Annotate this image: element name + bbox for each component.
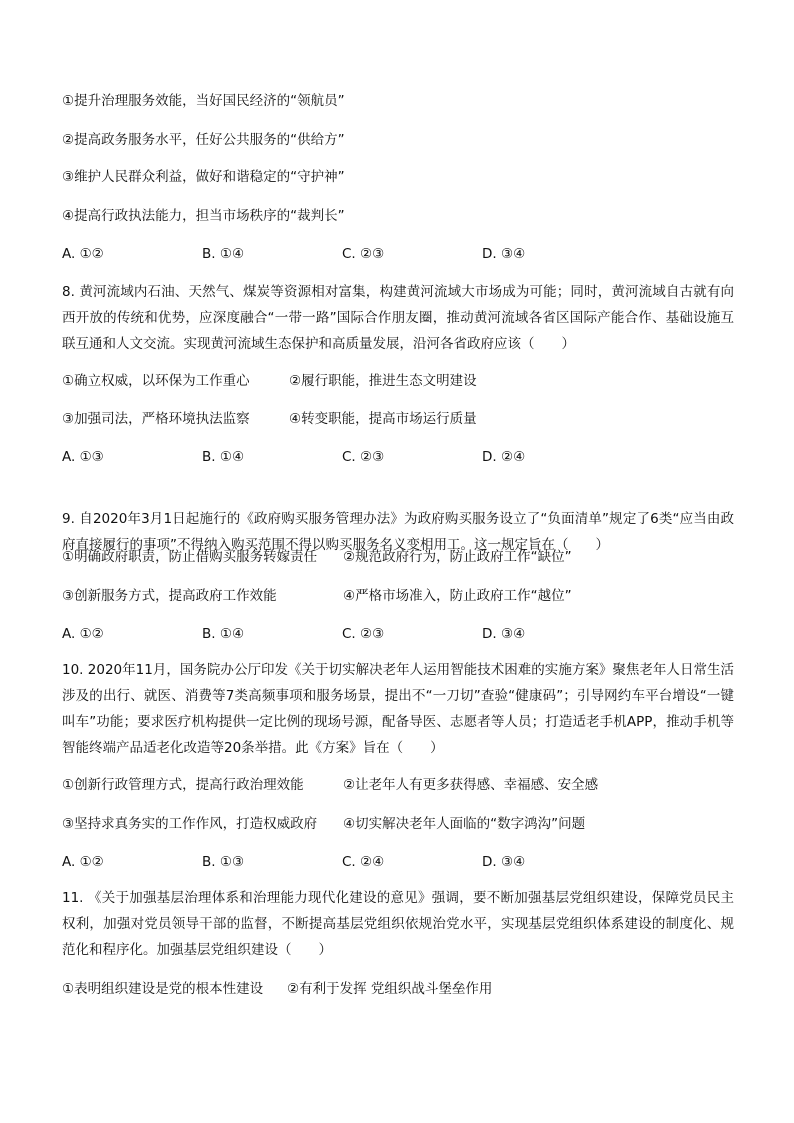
q8-item-2: ②履行职能，推进生态文明建设 <box>289 373 477 389</box>
q7-option-b: B. ①④ <box>202 246 245 262</box>
q7-item-2: ②提高政务服务水平，任好公共服务的“供给方” <box>62 132 345 148</box>
q7-option-c: C. ②③ <box>342 246 385 262</box>
q8-option-b: B. ①④ <box>202 449 245 465</box>
q8-option-d: D. ②④ <box>482 449 526 465</box>
q9-option-a: A. ①② <box>62 626 104 642</box>
q10-stem: 10. 2020年11月，国务院办公厅印发《关于切实解决老年人运用智能技术困难的实施方案》聚焦老年人日常生活涉及的出行、就医、消费等7类高频事项和服务场景，提出不“一刀切”查验“健康码”；引导网约车平台增设“一键叫车”功能；要求医疗机构提供一定比例的现场号源，配备导医、志愿者等人员；打造适老手机APP，推动手机等智能终端产品适老化改造等20条举措。此《方案》旨在（ ） <box>62 662 734 756</box>
q8-option-c: C. ②③ <box>342 449 385 465</box>
q8-stem: 8. 黄河流域内石油、天然气、煤炭等资源相对富集，构建黄河流域大市场成为可能；同时，黄河流域自古就有向西开放的传统和优势，应深度融合“一带一路”国际合作朋友圈，推动黄河流域各省区国际产能合作、基础设施互联互通和人文交流。实现黄河流域生态保护和高质量发展，沿河各省政府应该（ ） <box>62 284 734 352</box>
q7-option-a: A. ①② <box>62 246 104 262</box>
q7-item-1: ①提升治理服务效能，当好国民经济的“领航员” <box>62 93 345 109</box>
q10-option-b: B. ①③ <box>202 854 245 870</box>
q10-item-2: ②让老年人有更多获得感、幸福感、安全感 <box>343 777 599 793</box>
q7-item-3: ③维护人民群众利益，做好和谐稳定的“守护神” <box>62 169 345 185</box>
q9-option-d: D. ③④ <box>482 626 526 642</box>
q8-option-a: A. ①③ <box>62 449 104 465</box>
q9-item-4: ④严格市场准入，防止政府工作“越位” <box>343 588 572 604</box>
q10-item-3: ③坚持求真务实的工作作风，打造权威政府 <box>62 816 318 832</box>
q8-item-3: ③加强司法，严格环境执法监察 <box>62 411 250 427</box>
q8-item-1: ①确立权威，以环保为工作重心 <box>62 373 250 389</box>
q10-option-d: D. ③④ <box>482 854 526 870</box>
q10-option-a: A. ①② <box>62 854 104 870</box>
q7-item-4: ④提高行政执法能力，担当市场秩序的“裁判长” <box>62 208 345 224</box>
q7-option-d: D. ③④ <box>482 246 526 262</box>
q9-stem: 9. 自2020年3月1日起施行的《政府购买服务管理办法》为政府购买服务设立了“负面清单”规定了6类“应当由政府直接履行的事项”不得纳入购买范围不得以购买服务名义变相用工。这一规定旨在（ ） <box>62 511 734 553</box>
q10-item-4: ④切实解决老年人面临的“数字鸿沟”问题 <box>343 816 586 832</box>
q9-option-b: B. ①④ <box>202 626 245 642</box>
q11-stem: 11. 《关于加强基层治理体系和治理能力现代化建设的意见》强调，要不断加强基层党组织建设，保障党员民主权利，加强对党员领导干部的监督，不断提高基层党组织依规治党水平，实现基层党组织体系建设的制度化、规范化和程序化。加强基层党组织建设（ ） <box>62 890 734 958</box>
q11-item-2: ②有利于发挥 党组织战斗堡垒作用 <box>287 981 493 997</box>
q9-item-3: ③创新服务方式，提高政府工作效能 <box>62 588 277 604</box>
q10-item-1: ①创新行政管理方式，提高行政治理效能 <box>62 777 304 793</box>
q9-item-2: ②规范政府行为，防止政府工作“缺位” <box>343 549 572 565</box>
q9-item-1: ①明确政府职责，防止借购买服务转嫁责任 <box>62 549 318 565</box>
q9-option-c: C. ②③ <box>342 626 385 642</box>
q11-item-1: ①表明组织建设是党的根本性建设 <box>62 981 264 997</box>
q8-item-4: ④转变职能，提高市场运行质量 <box>289 411 477 427</box>
q10-option-c: C. ②④ <box>342 854 385 870</box>
